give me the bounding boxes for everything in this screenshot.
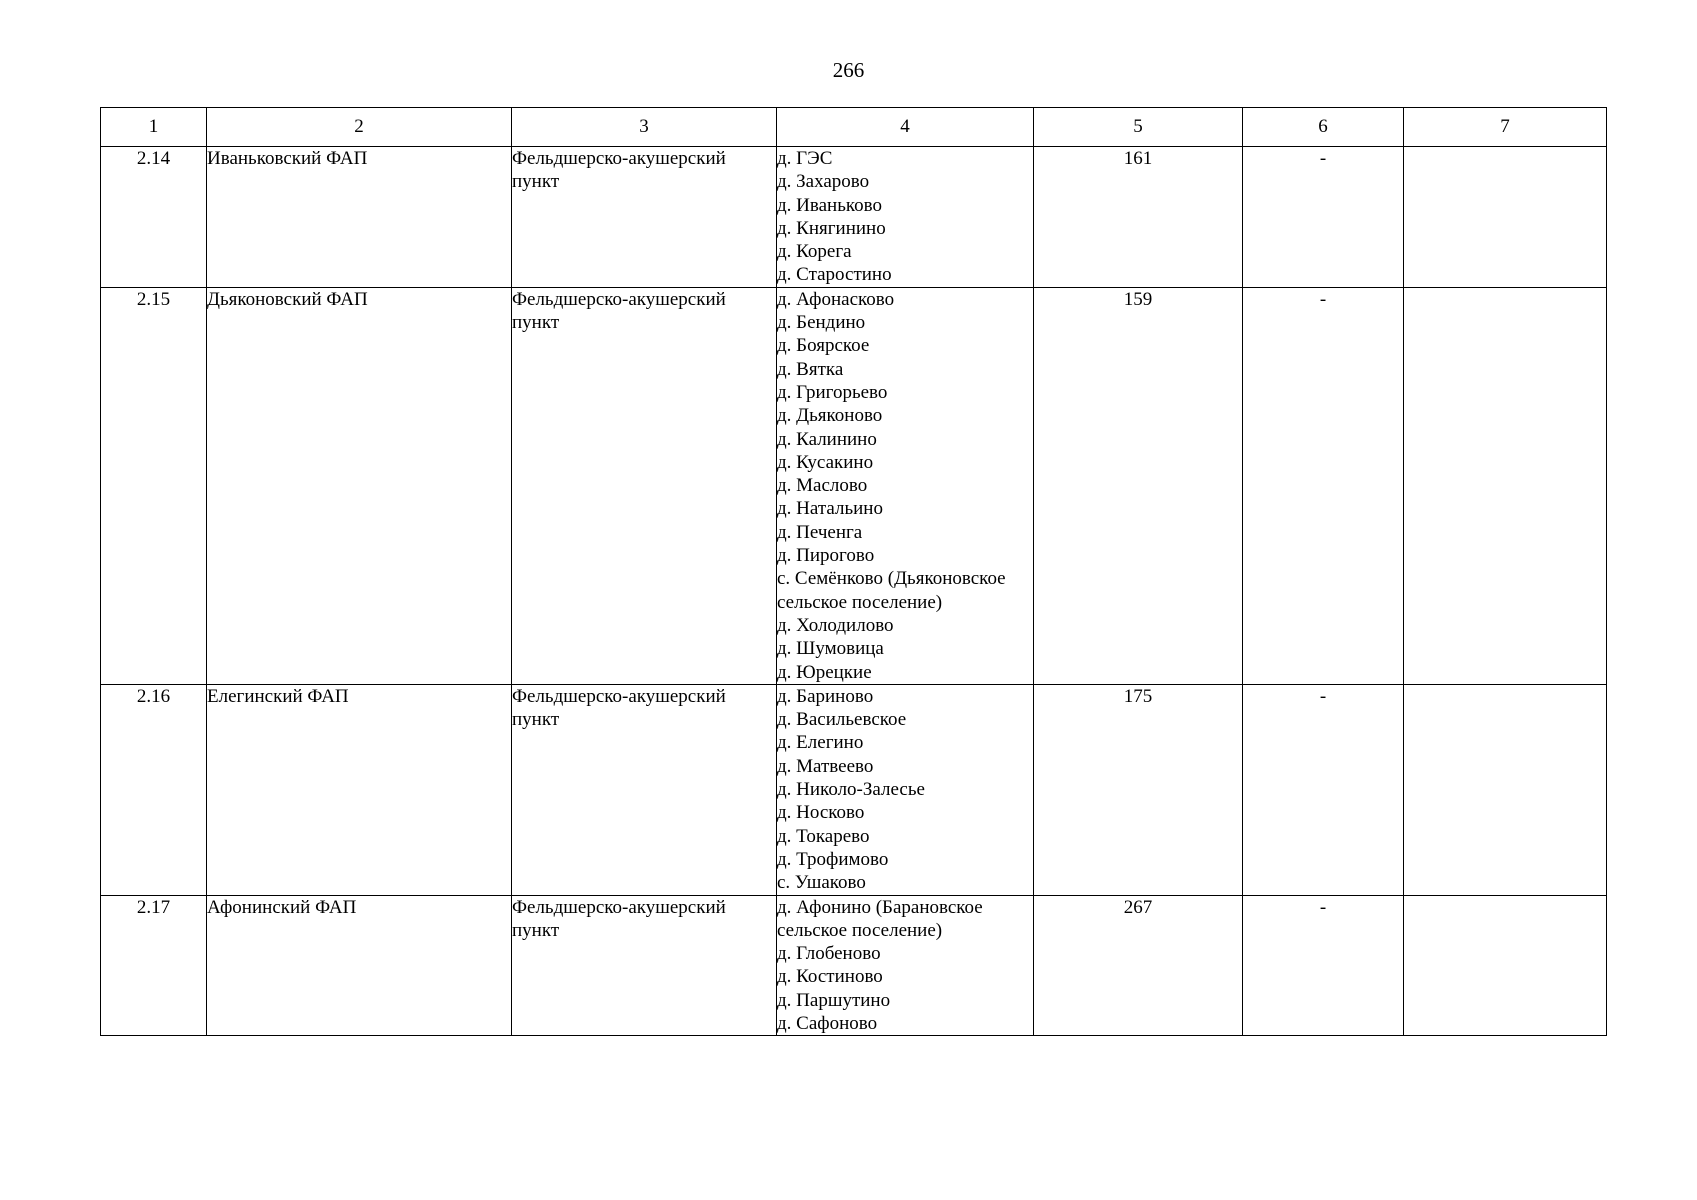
settlement-item: д. Печенга xyxy=(777,521,863,543)
settlement-item: д. ГЭС xyxy=(777,148,833,169)
table-row xyxy=(101,684,1607,895)
settlement-item: д. Вятка xyxy=(777,358,844,380)
row-number-cell: 2.17 xyxy=(101,895,207,1036)
settlement-item: д. Калинино xyxy=(777,428,877,450)
column-7-cell xyxy=(1404,684,1607,895)
settlement-item: д. Костиново xyxy=(777,966,883,988)
column-6-cell: - xyxy=(1243,895,1404,1036)
table-row xyxy=(101,895,1607,1036)
row-number-cell: 2.14 xyxy=(101,147,207,288)
settlement-item: д. Паршутино xyxy=(777,989,891,1011)
table-row xyxy=(101,147,1607,288)
column-header: 6 xyxy=(1243,108,1404,147)
row-number-cell: 2.15 xyxy=(101,287,207,684)
settlement-item: д. Корега xyxy=(777,241,852,263)
facility-name-cell: Афонинский ФАП xyxy=(207,895,512,1036)
settlement-item: д. Маслово xyxy=(777,475,868,497)
population-cell: 159 xyxy=(1034,287,1243,684)
settlement-item: д. Носково xyxy=(777,802,865,824)
settlement-item: д. Пирогово xyxy=(777,545,875,567)
table-row xyxy=(101,287,1607,684)
settlement-item: д. Княгинино xyxy=(777,217,886,239)
settlement-item: д. Трофимово xyxy=(777,848,889,870)
settlement-item: д. Афонино (Барановское сельское поселение) xyxy=(777,896,983,941)
facility-type-cell: Фельдшерско-акушерский пункт xyxy=(512,287,777,684)
settlements-cell xyxy=(777,147,1034,288)
facilities-table xyxy=(100,107,1607,1036)
settlement-item: д. Сафоново xyxy=(777,1012,878,1034)
facility-name-cell: Елегинский ФАП xyxy=(207,684,512,895)
settlement-item: д. Дьяконово xyxy=(777,405,883,427)
population-cell: 267 xyxy=(1034,895,1243,1036)
column-header: 2 xyxy=(207,108,512,147)
column-header: 1 xyxy=(101,108,207,147)
settlements-cell xyxy=(777,287,1034,684)
settlement-item: с. Ушаково xyxy=(777,872,866,894)
facility-name-cell: Дьяконовский ФАП xyxy=(207,287,512,684)
population-cell: 161 xyxy=(1034,147,1243,288)
table-header-row xyxy=(101,108,1607,147)
population-cell: 175 xyxy=(1034,684,1243,895)
settlement-item: д. Васильевское xyxy=(777,709,907,731)
settlement-item: д. Токарево xyxy=(777,825,870,847)
settlement-item: д. Холодилово xyxy=(777,614,894,636)
settlement-item: д. Николо-Залесье xyxy=(777,779,925,801)
settlement-item: д. Бариново xyxy=(777,685,874,707)
settlement-item: д. Елегино xyxy=(777,732,864,754)
settlement-item: с. Семёнково (Дьяконовское сельское поселение) xyxy=(777,568,1006,613)
table-body xyxy=(101,147,1607,1036)
column-header: 7 xyxy=(1404,108,1607,147)
settlement-item: д. Кусакино xyxy=(777,451,874,473)
column-header: 5 xyxy=(1034,108,1243,147)
page-number: 266 xyxy=(832,58,865,82)
settlement-item: д. Григорьево xyxy=(777,381,888,403)
facility-type-cell: Фельдшерско-акушерский пункт xyxy=(512,684,777,895)
column-header: 3 xyxy=(512,108,777,147)
settlements-cell xyxy=(777,684,1034,895)
column-7-cell xyxy=(1404,147,1607,288)
column-6-cell: - xyxy=(1243,147,1404,288)
column-6-cell: - xyxy=(1243,684,1404,895)
settlement-item: д. Глобеново xyxy=(777,943,881,965)
row-number-cell: 2.16 xyxy=(101,684,207,895)
column-6-cell: - xyxy=(1243,287,1404,684)
settlement-item: д. Афонасково xyxy=(777,288,895,310)
facility-name-cell: Иваньковский ФАП xyxy=(207,147,512,288)
settlement-item: д. Захарово xyxy=(777,171,870,193)
settlement-item: д. Боярское xyxy=(777,335,870,357)
settlement-item: д. Шумовица xyxy=(777,638,884,660)
settlements-cell xyxy=(777,895,1034,1036)
settlement-item: д. Бендино xyxy=(777,312,866,334)
facility-type-cell: Фельдшерско-акушерский пункт xyxy=(512,147,777,288)
settlement-item: д. Матвеево xyxy=(777,755,874,777)
facility-type-cell: Фельдшерско-акушерский пункт xyxy=(512,895,777,1036)
column-7-cell xyxy=(1404,287,1607,684)
settlement-item: д. Иваньково xyxy=(777,194,882,216)
settlement-item: д. Натальино xyxy=(777,498,883,520)
settlement-item: д. Старостино xyxy=(777,264,892,286)
column-7-cell xyxy=(1404,895,1607,1036)
column-header: 4 xyxy=(777,108,1034,147)
settlement-item: д. Юрецкие xyxy=(777,661,872,683)
